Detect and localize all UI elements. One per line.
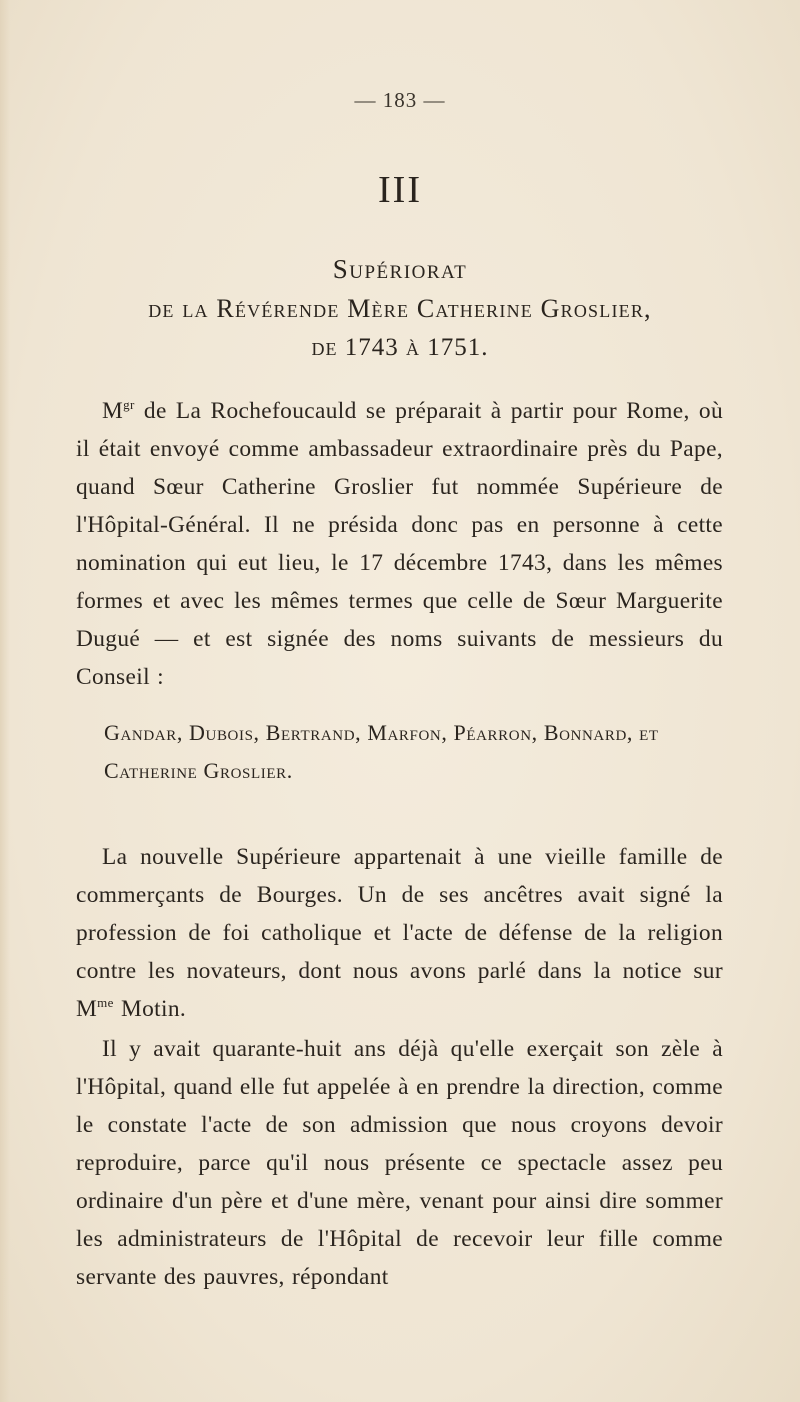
paragraph-2-text-end: Motin.	[113, 996, 187, 1022]
paragraph-1-text: de La Rochefoucauld se préparait à partir pour Rome, où il était envoyé comme ambassadeur extraordinaire près du Pape, quand Sœur Catherine Groslier fut nommée Supérieure de l'Hôpital-Général. Il ne présida donc pas en personne à cette nomination qui eut lieu, le 17 décembre 1743, dans les mêmes formes et avec les mêmes termes que celle de Sœur Marguerite Dugué — et est signée des noms suivants de messieurs du Conseil :	[76, 398, 723, 690]
paragraph-3	[76, 1030, 723, 1296]
title-abbrev-sup: gr	[123, 397, 135, 413]
chapter-number: III	[378, 169, 422, 211]
paragraph-1	[76, 392, 723, 696]
section-subtitle: de la Révérende Mère Catherine Groslier,	[148, 294, 652, 323]
paragraph-3-text: Il y avait quarante-huit ans déjà qu'elle exerçait son zèle à l'Hôpital, quand elle fut appelée à en prendre la direction, comme le constate l'acte de son admission que nous croyons devoir reproduire, parce qu'il nous présente ce spectacle assez peu ordinaire d'un père et d'une mère, venant pour ainsi dire sommer les administrateurs de l'Hôpital de recevoir leur fille comme servante des pauvres, répondant	[76, 1036, 723, 1290]
paragraph-2-text: La nouvelle Supérieure appartenait à une vieille famille de commerçants de Bourges. Un de ses ancêtres avait signé la profession de foi catholique et l'acte de défense de la religion contre les novateurs, dont nous avons parlé dans la notice sur M	[76, 844, 723, 1022]
page-number: — 183 —	[354, 88, 446, 112]
title-abbrev: M	[102, 398, 124, 424]
section-dates: de 1743 à 1751.	[311, 334, 489, 361]
paragraph-2-sup: me	[97, 995, 114, 1011]
section-title: Supériorat	[332, 254, 468, 284]
signatures: Gandar, Dubois, Bertrand, Marfon, Péarron, Bonnard, et Catherine Groslier.	[104, 720, 659, 783]
paragraph-2	[76, 838, 723, 1028]
